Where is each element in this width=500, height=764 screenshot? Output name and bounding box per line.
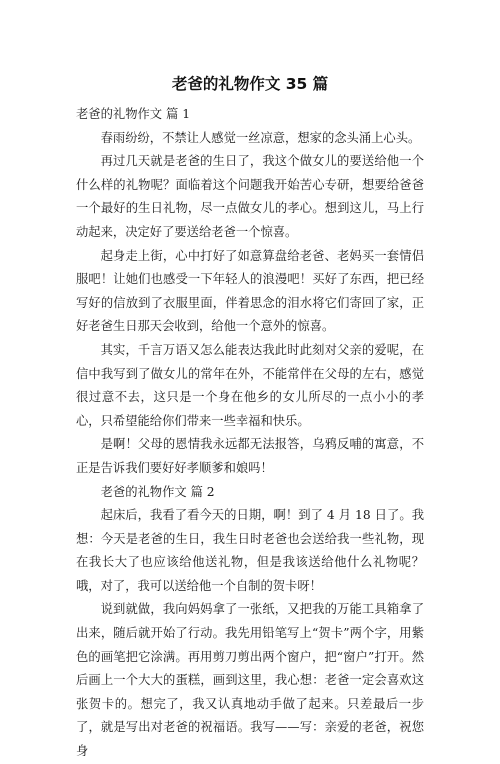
- paragraph: 起身走上街，心中打好了如意算盘给老爸、老妈买一套情侣服吧！让她们也感受一下年轻人的浪漫吧！买好了东西，把已经写好的信放到了衣服里面，伴着思念的泪水将它们寄回了家，正好老爸生日那天会收到，给他一个意外的惊喜。: [76, 248, 424, 334]
- paragraph: 起床后，我看了看今天的日期，啊！到了 4 月 18 日了。我想：今天是老爸的生日，我生日时老爸也会送给我一些礼物，现在我长大了也应该给他送礼物，但是我该送给他什么礼物呢？哦，对了，我可以送给他一个自制的贺卡呀！: [76, 508, 424, 593]
- paragraph: 再过几天就是老爸的生日了，我这个做女儿的要送给他一个什么样的礼物呢？面临着这个问题我开始苦心专研，想要给爸爸一个最好的生日礼物，尽一点做女儿的孝心。想到这儿，马上行动起来，决定好了要送给老爸一个惊喜。: [76, 154, 424, 239]
- document-title: 老爸的礼物作文 35 篇: [171, 75, 329, 93]
- paragraph: 是啊！父母的恩情我永远都无法报答，乌鸦反哺的寓意，不正是告诉我们要好好孝顺爹和娘吗！: [76, 437, 424, 475]
- paragraph: 其实，千言万语又怎么能表达我此时此刻对父亲的爱呢，在信中我写到了做女儿的常年在外，不能常伴在父母的左右，感觉很过意不去，这只是一个身在他乡的女儿所尽的一点小小的孝心，只希望能给你们带来一些幸福和快乐。: [76, 342, 424, 428]
- section-heading-2: 老爸的礼物作文 篇 2: [100, 484, 215, 499]
- paragraph: 春雨纷纷，不禁让人感觉一丝凉意，想家的念头涌上心头。: [100, 130, 421, 145]
- section-heading-1: 老爸的礼物作文 篇 1: [76, 107, 191, 121]
- paragraph: 说到就做，我向妈妈拿了一张纸，又把我的万能工具箱拿了出来，随后就开始了行动。我先用铅笔写上“贺卡”两个字，用紫色的画笔把它涂满。再用剪刀剪出两个窗户，把“窗户”打开。然后画上一个大大的蛋糕，画到这里，我心想：老爸一定会喜欢这张贺卡的。想完了，我又认真地动手做了起来。只差最后一步了，就是写出对老爸的祝福语。我写——写：亲爱的老爸，祝您身: [76, 602, 424, 759]
- document-body: [76, 103, 424, 764]
